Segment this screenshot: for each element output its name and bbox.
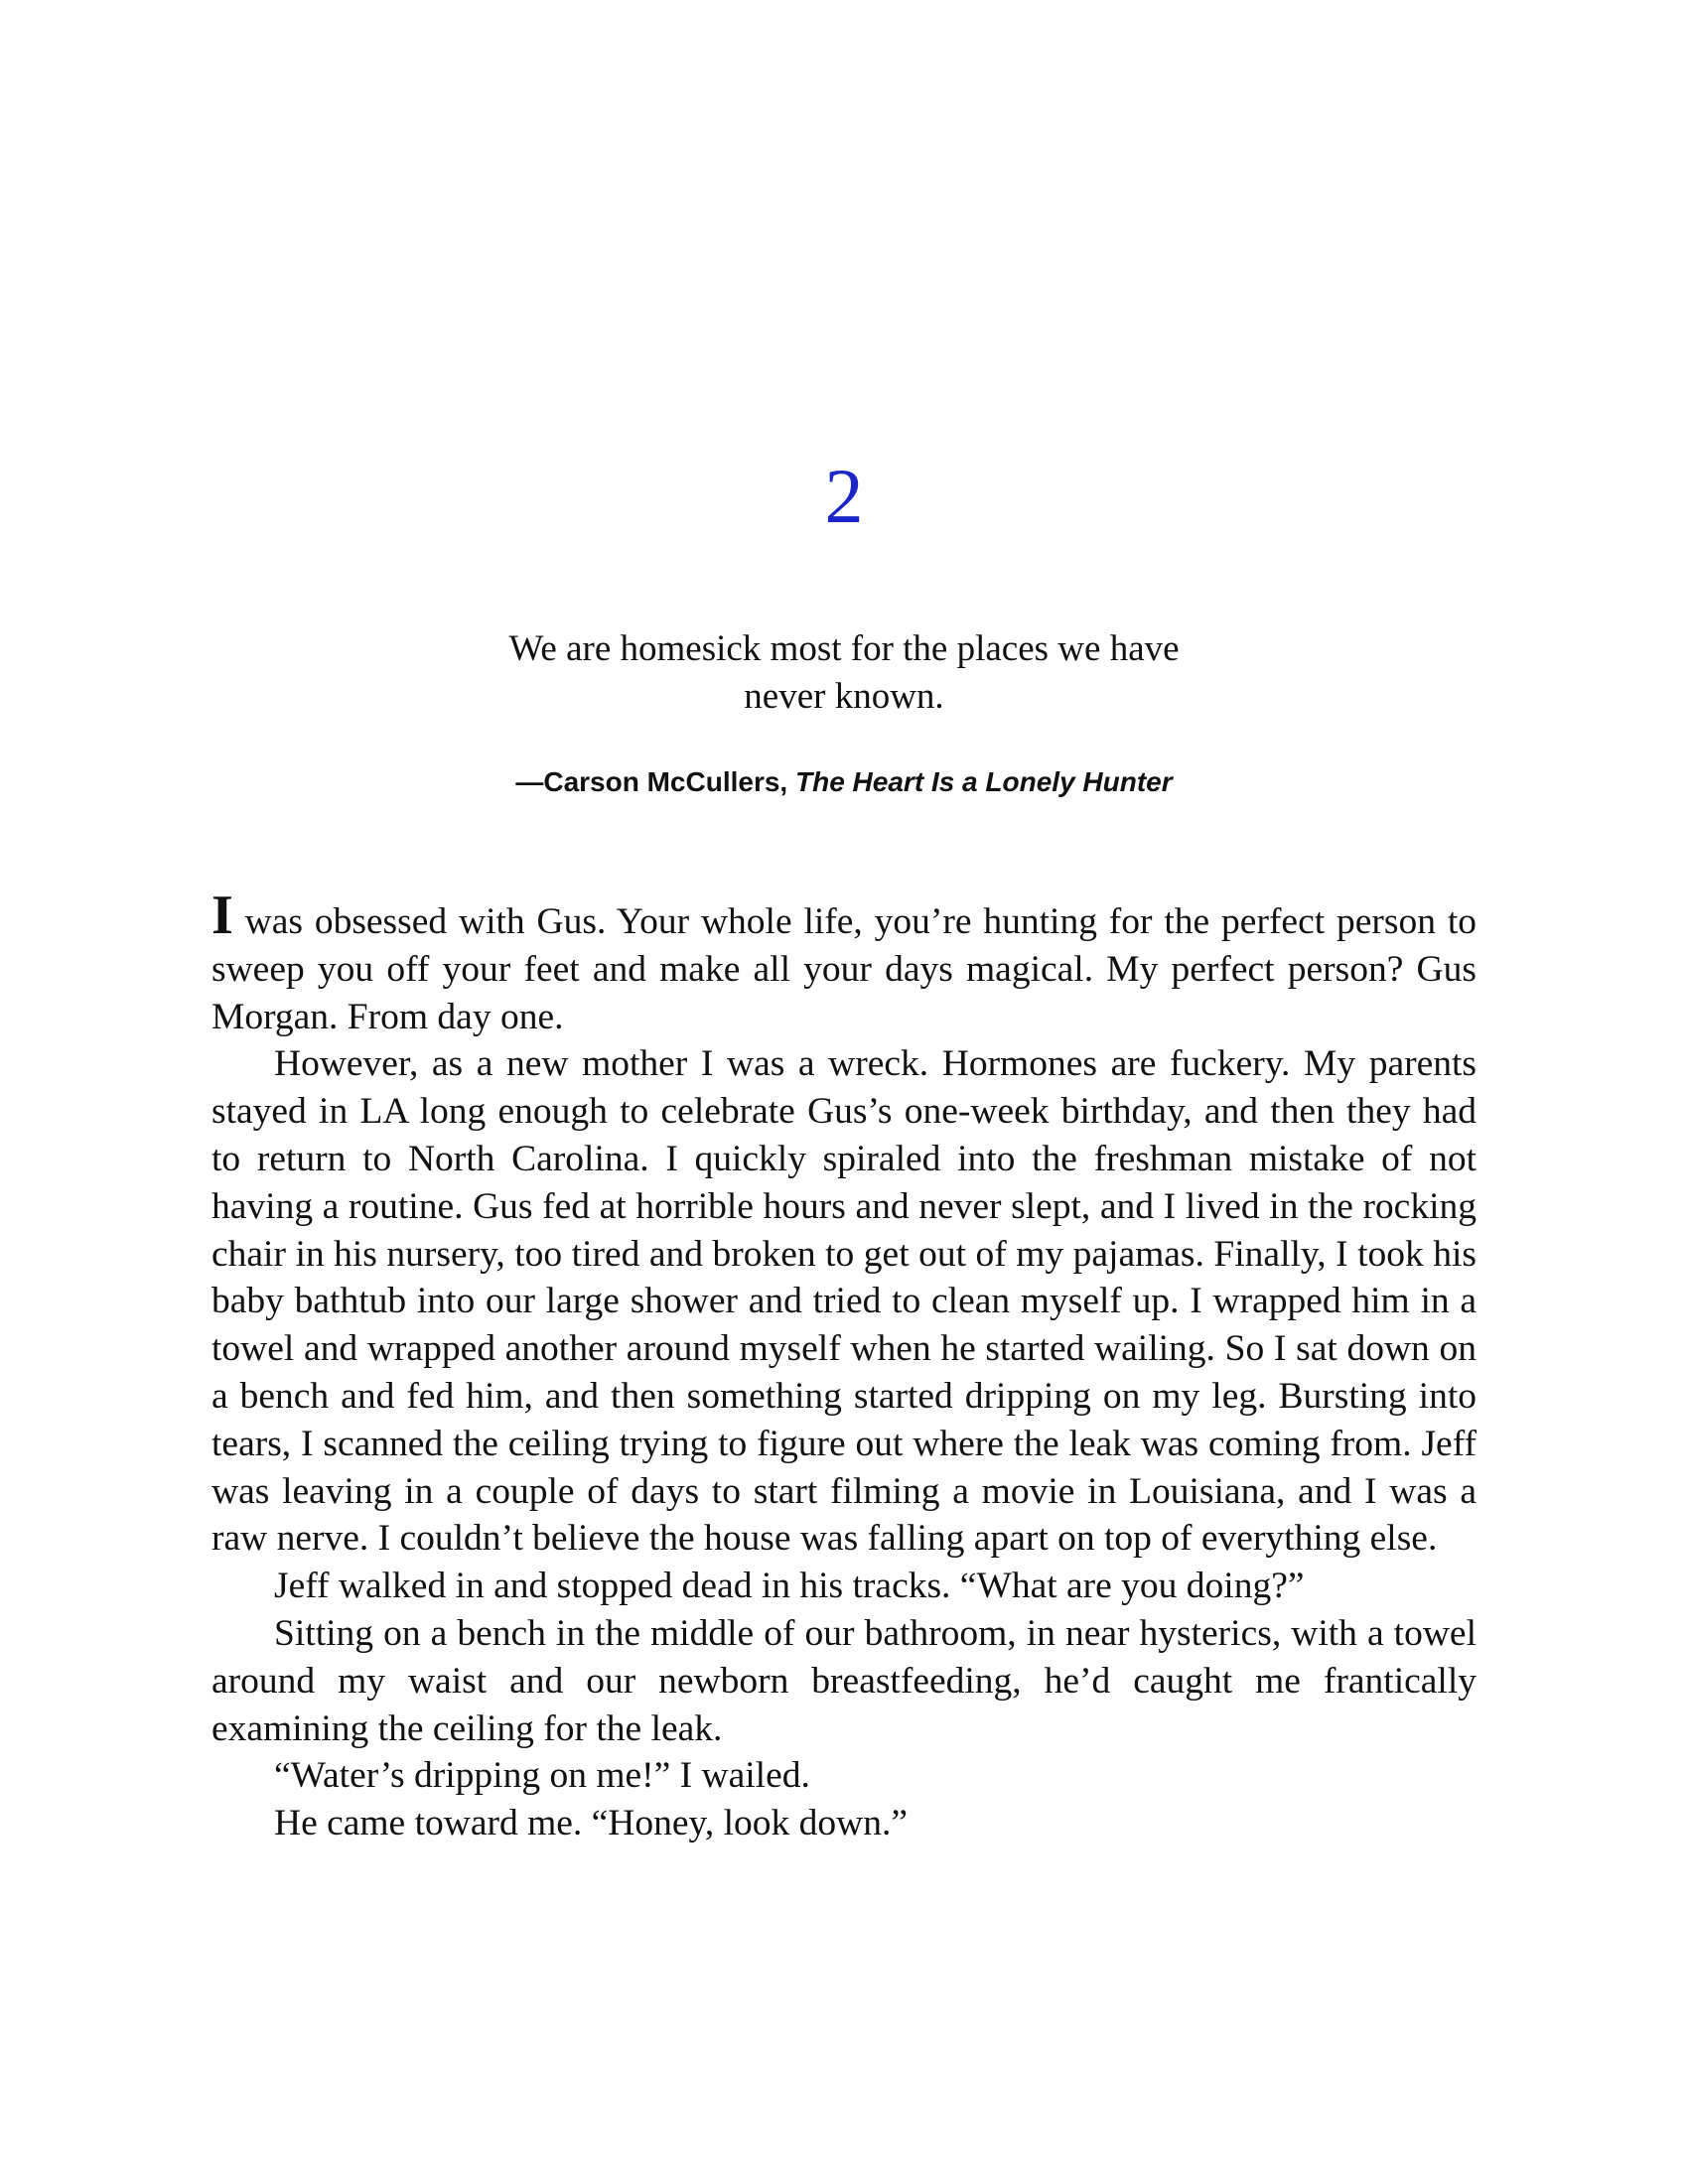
paragraph-1 xyxy=(211,885,1477,1040)
paragraph-1-text: was obsessed with Gus. Your whole life, you’re hunting for the perfect person to sweep you off your feet and make all your days magical. My perfect person? Gus Morgan. From day one. xyxy=(211,901,1477,1037)
paragraph-2: However, as a new mother I was a wreck. Hormones are fuckery. My parents stayed in LA long enough to celebrate Gus’s one-week birthday, and then they had to return to North Carolina. I quickly spiraled into the freshman mistake of not having a routine. Gus fed at horrible hours and never slept, and I lived in the rocking chair in his nursery, too tired and broken to get out of my pajamas. Finally, I took his baby bathtub into our large shower and tried to clean myself up. I wrapped him in a towel and wrapped another around myself when he started wailing. So I sat down on a bench and fed him, and then something started dripping on my leg. Bursting into tears, I scanned the ceiling trying to figure out where the leak was coming from. Jeff was leaving in a couple of days to start filming a movie in Louisiana, and I was a raw nerve. I couldn’t believe the house was falling apart on top of everything else. xyxy=(211,1043,1477,1560)
chapter-number: 2 xyxy=(824,453,864,539)
epigraph-quote xyxy=(437,625,1251,721)
drop-initial: I xyxy=(211,885,233,946)
chapter-body xyxy=(211,885,1477,1847)
epigraph-line-2: never known. xyxy=(744,676,944,717)
attribution-author: —Carson McCullers, xyxy=(515,766,795,797)
paragraph-6: He came toward me. “Honey, look down.” xyxy=(274,1803,908,1844)
attribution-book-title: The Heart Is a Lonely Hunter xyxy=(795,766,1173,797)
paragraph-3: Jeff walked in and stopped dead in his tracks. “What are you doing?” xyxy=(274,1566,1305,1607)
paragraph-4: Sitting on a bench in the middle of our bathroom, in near hysterics, with a towel around my waist and our newborn breastfeeding, he’d caught me frantically examining the ceiling for the leak. xyxy=(211,1612,1477,1749)
epigraph-line-1: We are homesick most for the places we have xyxy=(508,628,1180,669)
epigraph-attribution xyxy=(298,764,1390,800)
paragraph-5: “Water’s dripping on me!” I wailed. xyxy=(274,1755,810,1797)
